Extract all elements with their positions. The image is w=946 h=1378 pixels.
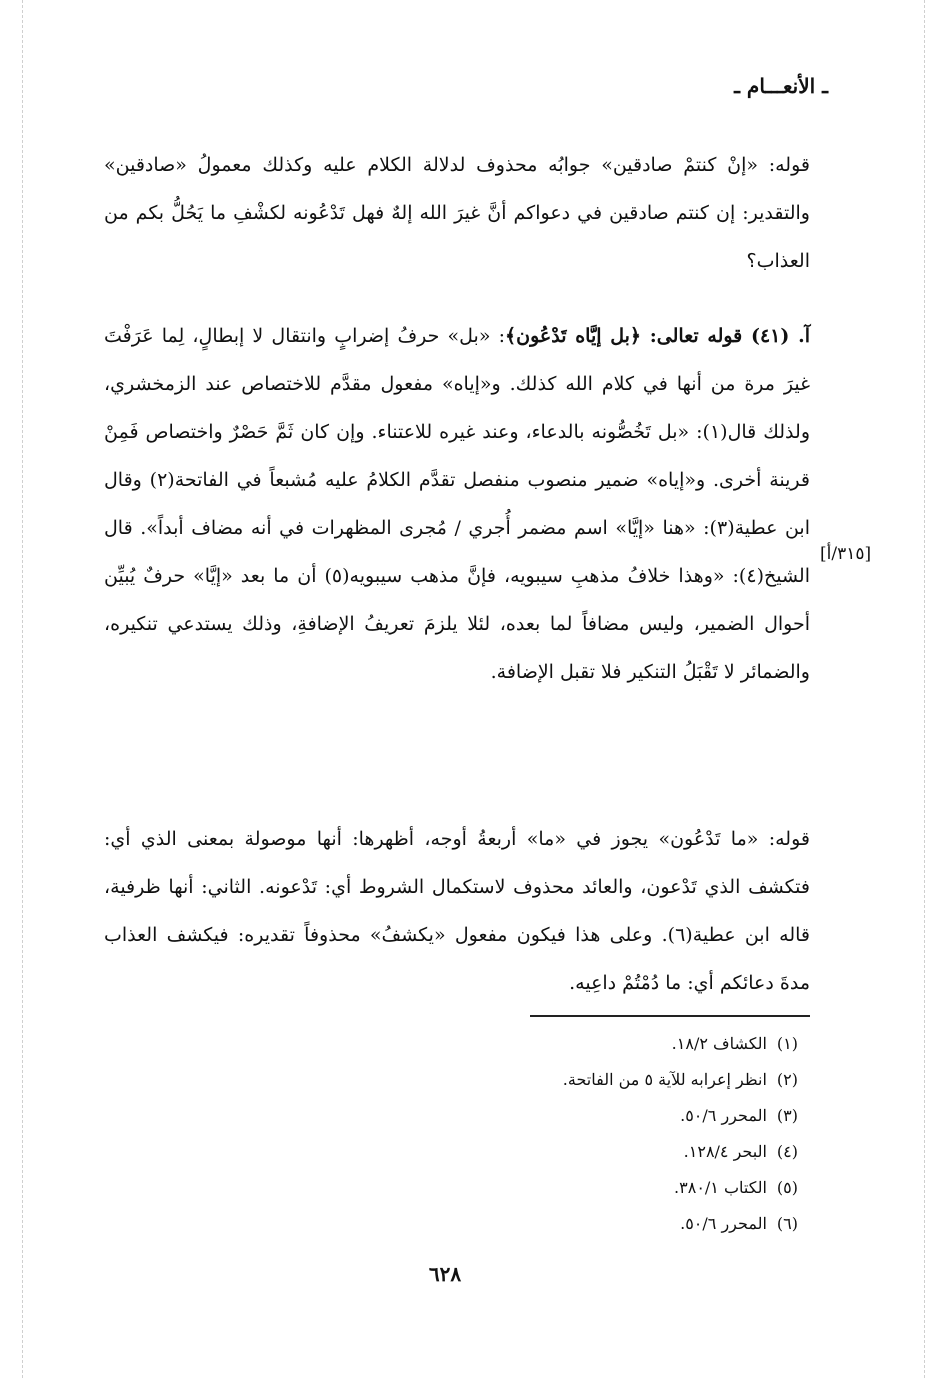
footnote-text: الكشاف ١٨/٢. [671,1034,767,1053]
footnote-item [378,1062,798,1098]
footnote-number: (٢) [776,1070,798,1089]
footnote-number: (٤) [776,1142,798,1161]
paragraph-1: قوله: «إنْ كنتمْ صادقين» جوابُه محذوف لدلالة الكلام عليه وكذلك معمولُ «صادقين» والتقدير: إن كنتم صادقين في دعواكم أنَّ غيرَ الله إلهٌ فهل تَدْعُونه لكشْفِ ما يَحُلُّ بكم من العذاب؟ [104,154,810,272]
running-title: ـ الأنعـــام ـ [734,74,828,98]
footnote-item [378,1206,798,1242]
footnote-item [378,1026,798,1062]
margin-folio-reference: [٣١٥/أ] [820,544,872,564]
footnote-text: المحرر ٥٠/٦. [680,1106,767,1125]
left-guide-line [22,0,23,1378]
paragraph-3: قوله: «ما تَدْعُون» يجوز في «ما» أربعةُ أوجه، أظهرها: أنها موصولة بمعنى الذي أي: فتكشف الذي تَدْعون، والعائد محذوف لاستكمال الشروط أي: تَدْعونه. الثاني: أنها ظرفية، قاله ابن عطية(٦). وعلى هذا فيكون مفعول «يكشفُ» محذوفاً تقديره: فيكشف العذاب مدةَ دعائكم أي: ما دُمْتُمْ داعِيه. [104,828,810,994]
footnote-text: المحرر ٥٠/٦. [680,1214,767,1233]
footnote-item [378,1134,798,1170]
right-guide-line [924,0,925,1378]
footnotes-list [378,1026,798,1242]
footnote-number: (٦) [776,1214,798,1233]
footnote-number: (٣) [776,1106,798,1125]
paragraph-2-body: : «بل» حرفُ إضرابٍ وانتقال لا إبطالٍ، لِما عَرَفْتَ غيرَ مرة من أنها في كلام الله كذلك. و«إياه» مفعول مقدَّم للاختصاص عند الزمخشري، ولذلك قال(١): «بل تَخُصُّونه بالدعاء، وعند غيره للاعتناء. وإن كان ثَمَّ حَصْرٌ واختصاص فَمِنْ قرينة أخرى. و«إياه» ضمير منصوب منفصل تقدَّم الكلامُ عليه مُشبعاً في الفاتحة(٢) وقال ابن عطية(٣): «هنا «إيَّا» اسم مضمر أُجري / مُجرى المظهرات في أنه مضاف أبداً». قال الشيخ(٤): «وهذا خلافُ مذهبِ سيبويه، فإنَّ مذهب سيبويه(٥) أن ما بعد «إيَّا» حرفٌ يُبيِّن أحوال الضمير، وليس مضافاً لما بعده، لئلا يلزمَ تعريفُ الإضافةِ، وذلك يستدعي تنكيره، والضمائر لا تَقْبَلُ التنكير فلا تقبل الإضافة. [104,325,810,683]
page-number: ٦٢٨ [428,1262,462,1286]
footnote-item [378,1098,798,1134]
paragraph-2 [104,312,810,696]
footnote-text: انظر إعرابه للآية ٥ من الفاتحة. [562,1070,767,1089]
verse-heading: آ. (٤١) قوله تعالى: ﴿بل إيَّاه تَدْعُون﴾ [505,325,810,347]
footnote-text: البحر ١٢٨/٤. [683,1142,767,1161]
footnote-number: (١) [776,1034,798,1053]
footnote-item [378,1170,798,1206]
footnote-separator [530,1015,810,1017]
footnote-text: الكتاب ٣٨٠/١. [674,1178,767,1197]
footnote-number: (٥) [776,1178,798,1197]
